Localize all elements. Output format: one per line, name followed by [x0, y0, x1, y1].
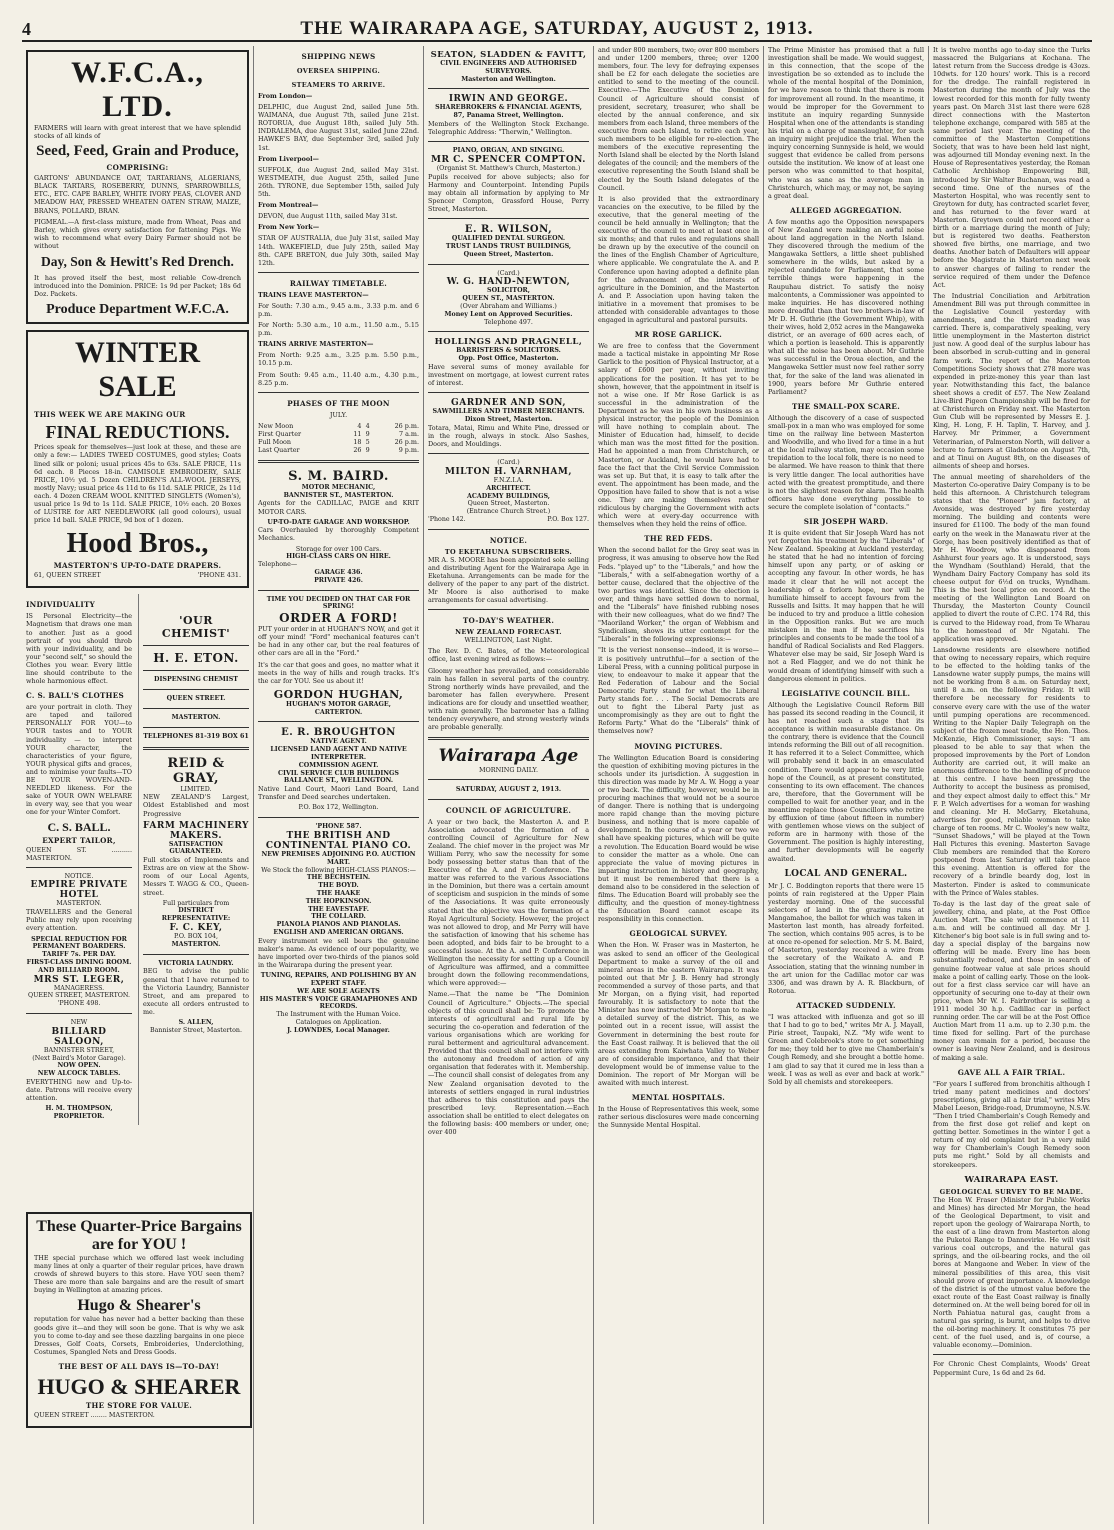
aggregation-head: ALLEGED AGGREGATION.	[790, 205, 902, 215]
wfca-drench-note: It has proved itself the best, most reliable Cow-drench introduced into the Dominion. PRICE: 1s 9d per Packet; 18s 6d Doz. Packets.	[34, 274, 241, 299]
varnham-addr: Queen Street, Masterton.	[467, 500, 550, 508]
local-general-body: Mr J. C. Boddington reports that there were 15 points of rain registered at the Upper Plain yesterday morning. One of the successful selectors of land in the grazing runs at Mangamahoe, the ballot for which was taken in Masterton last month, has already forfeited. The section, which contains 905 acres, is to be at once re-opened for selection. Mr S. M. Baird, of Masterton, yesterday received a wire from the secretary of the Waikato A. and P. Association, stating that the winning number in the art union for the Cadillac motor car was 3306, and was drawn by A. R. Blackburn, of Rotorua.	[768, 881, 924, 995]
from-london: From London—	[258, 92, 313, 100]
hollings-sub: BARRISTERS & SOLICITORS.	[456, 347, 561, 355]
seaton-advert	[428, 50, 589, 83]
gardner-name: GARDNER AND SON,	[451, 398, 566, 409]
from-liverpool: From Liverpool—	[258, 154, 319, 163]
varnham-ent: (Entrance Church Street.)	[466, 508, 551, 516]
baird-agents: Agents for the CADILLAC, PAIGE and KRIT MOTOR CARS.	[258, 499, 419, 516]
london-list: DELPHIC, due August 2nd, sailed June 5th. WAIMANA, due August 7th, sailed June 21st. ROTORUA, due August 18th, sailed July 5th. INDRALEMA, due August 31st, sailed June 22nd. HAWKE'S BAY, due September 3rd, sailed July 1st.	[258, 103, 419, 152]
bargains-addr: QUEEN STREET ........ MASTERTON.	[34, 1410, 155, 1419]
wfca-intro: FARMERS will learn with great interest that we have splendid stocks of all kinds of	[34, 124, 241, 141]
gardner-body: Totara, Matai, Rimu and White Pine, dressed or in the rough, always in stock. Also Sashes, Doors, and Mouldings.	[428, 423, 589, 449]
chemist-owner: H. E. ETON.	[153, 651, 239, 666]
ny-list: STAR OF AUSTRALIA, due July 31st, sailed May 14th. WAKEFIELD, due July 25th, sailed May 8th. CAPE BRETON, due July 30th, sailed May 12th.	[258, 234, 419, 267]
ward-head: SIR JOSEPH WARD.	[803, 516, 889, 526]
gardner-sub: SAWMILLERS AND TIMBER MERCHANTS.	[432, 408, 585, 416]
varnham-phone: 'Phone 142.	[428, 515, 466, 523]
bargains-body: THE special purchase which we offered last week including many lines at only a quarter of their regular prices, have drawn crowds of shrewd buyers to this store. Have YOU seen them? These are more than sale bargains and are the result of smart buying in Wellington at amazing prices.	[34, 1254, 244, 1295]
wfca-pigmeal: PIGMEAL.—A first-class mixture, made from Wheat, Peas and Barley, which gives every satisfaction for fattening Pigs. We wish to recommend what every Dairy Farmer should not be without	[34, 217, 241, 250]
saloon-new: NEW	[70, 1018, 88, 1026]
overseas-head: OVERSEA SHIPPING.	[296, 67, 381, 75]
hand-card: (Card.)	[497, 269, 520, 277]
geo-head: GEOLOGICAL SURVEY.	[629, 929, 728, 939]
council-bill-head: LEGISLATIVE COUNCIL BILL.	[781, 688, 911, 698]
saloon-tables: NEW ALCOCK TABLES.	[37, 1070, 121, 1078]
moon-cell: 9	[365, 445, 370, 454]
varnham-build: ACADEMY BUILDINGS,	[467, 492, 550, 500]
wilson-advert	[428, 224, 589, 258]
ford-body: PUT your order in at HUGHAN'S NOW, and get it off your mind! "Ford" mechanical features can't be had in any other car, but the real features of other cars are all in the "Ford."	[258, 625, 419, 658]
chemist-phones: TELEPHONES 81-319 BOX 61	[143, 732, 249, 740]
empire-notice: NOTICE.	[64, 872, 94, 880]
moon-cell: 7 a.m.	[398, 429, 419, 438]
weather-body2: Gloomy weather has prevailed, and considerable rain has fallen in several parts of the country. Strong northerly winds have prevailed, and the barometer has fallen everywhere. Present indications are for cloudy and unsettled weather, with rain generally. The barometer has a falling tendency everywhere, and strong westerly winds are probable generally.	[428, 666, 589, 732]
bargains-rep: reputation for value has never had a better backing than these goods give it—and they will soon be gone. That is why we ask you to come to-day and see these dazzling bargains in one piece Dresses, Golf Coats, Corsets, Embroideries, Underclothing, Costumes, Spangled Nets and Dress Goods.	[34, 1315, 244, 1356]
column-local	[929, 46, 1094, 1524]
for-north: For North: 5.30 a.m., 10 a.m., 11.50 a.m., 5.15 p.m.	[258, 321, 419, 338]
piano-guarantee: Every instrument we sell bears the genuine maker's name. As evidence of our popularity, we have imported over two-thirds of the pianos sold in the Wairarapa during the present year.	[258, 936, 419, 970]
column-editorial	[594, 46, 764, 1524]
hollings-body: Have several sums of money available for investment on mortgage, at lowest current rates of interest.	[428, 363, 589, 388]
moon-cell: 18	[353, 437, 362, 446]
ball-body: are your portrait in cloth. They are taped and tailored PERSONALLY FOR YOU—to YOUR tastes and to YOUR individuality — to interpret YOUR character, the characteristics of your figure, YOUR physical gifts and graces, and to minimise your faults—TO BE YOUR WOVEN-AND-NEEDLED likeness. For the sake of YOUR OWN WELFARE in every way, see that you wear one for your Winter Comfort.	[26, 703, 132, 817]
local-items-4: Lansdowne residents are elsewhere notified that owing to necessary repairs, which require to be effected to the holding tanks of the Lansdowne water supply pumps, the mains will not be working from 8 a.m. on Saturday next, until 8 a.m. on the following Friday. It will therefore be necessary for residents to conserve every care with the use of the water until pumping operations are recommenced. Writing to the Napier Daily Telegraph on the subject of the frozen meat trade, the Hon. Thos. McKenzie, High Commissioner, says: "I am pleased to be able to say that when the proposed improvements by the Port of London Authority are carried out, it will make an enormous difference to the handling of produce at this centre. I have been pressing the Authority to accept the business as promised, and they expect almost daily to effect this." Mr F. P. Welch advertises for a woman for washing and cleaning. Mr H. McGarry, Eketahuna, advertises for good, reliable woman to take charge of ten rooms. Mr C. Wooley's new waltz, "Sunset Shadows," will be played at the Town Hall Pictures this evening. Masterton Savage Club members are reminded that the Korero postponed from last Saturday will take place this evening. Attention is offered for the recovery of a brindle beardy dog, lost in Masterton. Finder is asked to communicate with the Prince of Wales stables.	[933, 645, 1090, 897]
reid-rep: DISTRICT REPRESENTATIVE:	[161, 907, 231, 923]
piano-human: The Instrument with the Human Voice.	[276, 1011, 401, 1019]
bargains-firm: Hugo & Shearer's	[77, 1297, 201, 1315]
smallpox-head: THE SMALL-POX SCARE.	[792, 401, 900, 411]
broughton-civil: CIVIL SERVICE CLUB BUILDINGS	[278, 769, 399, 777]
piano-list-item: THE COLLARD.	[311, 913, 366, 921]
piano-list-item: THE BECHSTEIN.	[306, 874, 371, 882]
from-south: From South: 9.45 a.m., 11.40 a.m., 4.30 p.m., 8.25 p.m.	[258, 370, 419, 387]
winter-body: Prices speak for themselves—just look at these, and these are only a few:— LADIES TWEED COSTUMES, good styles; Coats lined silk or poloni; usual prices 45s to 63s. SALE PRICE, 11s 6d each. 8 Pieces 18-in. CAMISOLE EMBROIDERY, SALE PRICE, 10½ yd. 5 Dozen CHILDREN'S ALL-WOOL JERSEYS, mostly Navy; usual price 4s 11d to 6s 11d. SALE PRICE, 2s 11d each. 4 Dozen CREAM WOOL KNITTED SINGLETS (Women's), usual price 1s 9d to 1s 11d. SALE PRICE, 10½ each. 20 Boxes of LUSTRE for ART NEEDLEWORK (all good colours), usual price 1d ball. SALE PRICE, 9d box of 1 dozen.	[34, 443, 241, 525]
irwin-addr: 87, Panama Street, Wellington.	[453, 112, 564, 120]
hughan-sub: HUGHAN'S MOTOR GARAGE,	[286, 700, 391, 708]
page-header	[22, 18, 1092, 42]
piano-advert	[258, 823, 419, 1034]
newspaper-title: THE WAIRARAPA AGE, SATURDAY, AUGUST 2, 1913.	[300, 18, 814, 39]
moon-row	[258, 446, 419, 454]
saloon-body: EVERYTHING new and Up-to-date. Patrons will receive every attention.	[26, 1077, 132, 1103]
moon-cell: Full Moon	[258, 437, 292, 446]
baird-hire: HIGH-CLASS CARS ON HIRE.	[286, 553, 391, 561]
baird-storage: Storage for over 100 Cars.	[295, 545, 382, 553]
masthead-date: SATURDAY, AUGUST 2, 1913.	[455, 785, 562, 794]
hugo-shearer-advert	[26, 1212, 252, 1428]
moon-cell: 11	[353, 429, 362, 438]
council-cont: and under 800 members, two; over 800 members and under 1200 members, three; over 1200 members, four. The levy for defraying expenses shall be £2 for each delegate the societies are entitled to send to the meeting of the council. Executive.—The Executive of the Dominion Council of Agriculture should consist of president, secretary, treasurer, who shall be elected by the annual conference, and six members from each Island, three members of the executive from each Island, to retire each year, such members to be eligible for re-election. The members of the executive representing the North Island shall be elected by the North Island delegates of the council; and the members of the executive representing the South Island shall be elected by the South Island delegates of the Council.	[598, 46, 759, 192]
steamers-head: STEAMERS TO ARRIVE.	[291, 81, 386, 89]
broughton-advert	[258, 727, 419, 812]
bargains-big: HUGO & SHEARER	[37, 1373, 241, 1399]
laundry-head: VICTORIA LAUNDRY.	[158, 959, 234, 967]
moon-cell: Last Quarter	[258, 445, 300, 454]
seaton-town: Masterton and Wellington.	[461, 75, 556, 83]
broughton-ballance: BALLANCE ST., WELLINGTON.	[283, 777, 394, 785]
ford-time: TIME YOU DECIDED ON THAT CAR FOR SPRING!	[266, 595, 411, 611]
council-body: A year or two back, the Masterton A. and P. Association advocated the formation of a controlling Council of Agriculture for New Zealand. The chief mover in the project was Mr William Perry, who saw the necessity for some body possessing better status than that of the Executive of the A. and P. Conference. The matter was referred to the various Associations in the Dominion, but there was a certain amount of scepticism and suspicion in the minds of some of the Associations. It was quite erroneously stated that the objective was the formation of a Royal Agricultural Society. However, the project was not allowed to drop, and Mr Perry will have the satisfaction of knowing that his scheme has been adopted, and bids fair to be brought to a successful issue. At the A. and P. Conference in Wellington the necessity for setting up a Council of Agriculture was affirmed, and a committee brought down the following recommendations, which were approved:—	[428, 817, 589, 988]
moon-cell: 4	[365, 421, 370, 430]
bargains-title: These Quarter-Price Bargains are for YOU !	[36, 1218, 242, 1253]
hollings-name: HOLLINGS AND PRAGNELL,	[434, 337, 583, 348]
saloon-name: BILLIARD SALOON,	[51, 1026, 107, 1047]
broughton-commission: COMMISSION AGENT.	[298, 761, 379, 769]
wilson-build: TRUST LANDS TRUST BUILDINGS,	[445, 243, 572, 251]
railway-head: RAILWAY TIMETABLE.	[289, 278, 388, 288]
irwin-body: Members of the Wellington Stock Exchange. Telegraphic Address: "Therwin," Wellington.	[428, 119, 589, 137]
varnham-fnzia: F.N.Z.I.A.	[493, 476, 524, 484]
winter-week: THIS WEEK WE ARE MAKING OUR	[34, 410, 186, 420]
piano-list-item: ENGLISH AND AMERICAN ORGANS.	[273, 928, 404, 936]
irwin-sub: SHAREBROKERS & FINANCIAL AGENTS,	[435, 104, 582, 112]
winter-sale-advert	[26, 330, 249, 588]
column-news	[764, 46, 929, 1524]
wilson-addr: Queen Street, Masterton.	[463, 250, 554, 258]
hand-sub: SOLICITOR,	[487, 287, 530, 295]
laundry-body: BEG to advise the public general that I have returned to the Victoria Laundry, Bannister Street, and am prepared to execute all orders entrusted to me.	[143, 967, 249, 1016]
empire-town: MASTERTON.	[56, 900, 102, 908]
piano-premises: NEW PREMISES ADJOINING P.O. AUCTION MART.	[261, 850, 416, 866]
fair-trial-head: GAVE ALL A FAIR TRIAL.	[957, 1067, 1066, 1077]
attacked-body: "I was attacked with influenza and got so ill that I had to go to bed," writes Mr A. J. Mayall, Pirie street, Taupaki, N.Z. "My wife went to Green and Colebrook's store to get something for me; they told her to give me Chamberlain's Cough Remedy, and she brought a bottle home. I am glad to say that it cured me in less than a week. I was as well as ever and back at work." Sold by all chemists and storekeepers.	[768, 1012, 924, 1086]
fair-trial-body: "For years I suffered from bronchitis although I tried many patent medicines and doctors' prescriptions, giving all a fair trial," writes Mrs Mabel Leeson, Bridge-road, Drummoyne, N.S.W. "Then I tried Chamberlain's Cough Remedy and from the first dose got relief and kept on getting better. Sometimes in the winter I get a return of my old complaint but in a very mild way for Chamberlain's Cough Remedy soon puts me right." Sold by all chemists and storekeepers.	[933, 1079, 1090, 1169]
moon-head: PHASES OF THE MOON	[287, 398, 390, 408]
billiard-saloon-advert	[26, 1019, 132, 1121]
smallpox-body: Although the discovery of a case of suspected small-pox in a man who was employed for some time on the railway line between Masterton and Woodville, and who lived for a time in a hut at the local railway station, may occasion some trepidation to the local folk, there is no need to be alarmed. We have reason to think that there is very little danger. The local authorities have acted with the greatest promptitude, and there is not the slightest reason for alarm. The health officers have done everything possible to secure the complete isolation of "contacts."	[768, 413, 924, 511]
piano-hmv: HIS MASTER'S VOICE GRAMAPHONES AND RECORDS.	[259, 995, 418, 1011]
chronic-ad: For Chronic Chest Complaints, Woods' Great Peppermint Cure, 1s 6d and 2s 6d.	[933, 1360, 1090, 1377]
council-body2: Name.—That the name be "The Dominion Council of Agriculture." Objects.—The special objects of this council shall be: To promote the interests of agricultural and rural life by securing the co-operation and federation of the various organisations which are working for rural betterment and agricultural advancement. Provided that this council shall not interfere with the autonomy and freedom of action of any organisation that federates with it. Membership.—The council shall consist of delegates from any New Zealand organisation devoted to the interests of settlers engaged in rural industries that adheres to this constitution and pays the prescribed levy. Representation.—Each association shall be entitled to elect delegates on the following basis: 400 members or under, one; over 400	[428, 990, 589, 1137]
broughton-licensed: LICENSED LAND AGENT AND NATIVE INTERPRETER.	[270, 746, 407, 761]
column-professional	[424, 46, 594, 1524]
chemist-street: QUEEN STREET.	[166, 695, 226, 703]
moon-cell: First Quarter	[258, 429, 302, 438]
from-ny: From New York—	[258, 223, 320, 232]
piano-list-item: THE HOPKINSON.	[305, 897, 372, 905]
varnham-po: P.O. Box 127.	[547, 515, 589, 523]
moon-cell: 4	[357, 421, 362, 430]
saloon-addr: BANNISTER STREET,	[43, 1046, 115, 1054]
baird-garage: UP-TO-DATE GARAGE AND WORKSHOP.	[267, 518, 410, 526]
local-items-2: The Industrial Conciliation and Arbitration Amendment Bill was put through committee in the Legislative Council yesterday with amendments, and the third reading was carried. There is, comparatively speaking, very little unemployment in the Masterton district just now. A good deal of the surplus labour has been absorbed in scrub-cutting and in general farm work. The report of the Masterton Competitions Society shows that 278 more was expended in prize-money this year than last year. Notwithstanding this fact, the balance sheet shows a credit of £57. The New Zealand Live-Bird Pigeon Championship will be fired for at Christchurch on Friday next. The Masterton Gun Club will be represented by Messrs E. J. King, H. Long, F. H. Taplin, T. Harvey, and J. Harvey. Mr Primmer, a Government Veterinarian, of Palmerston North, will deliver a lecture to farmers at Gladstone on August 7th, and at Tinui on August 8th, on the diseases of ailments of sheep and horses.	[933, 291, 1090, 470]
broughton-sub: NATIVE AGENT.	[310, 738, 367, 746]
seaton-sub: CIVIL ENGINEERS AND AUTHORISED SURVEYORS.	[440, 60, 577, 75]
ford-advert	[258, 596, 419, 717]
local-items-3: The annual meeting of shareholders of the Masterton Co-operative Dairy Company is to be held this afternoon. A Christchurch telegram states that the "Pioneer" jam factory, at Avonside, was destroyed by fire yesterday morning. The building and contents were insured for £1100. The body of the man found early on the week in the Manawatu river at the Gorge, has been positively identified as that of Mr H. Woodrow, who disappeared from Ashhurst four years ago. It is understood, says the Wyndham (Southland) Herald, that the Wyndham Dairy Factory Company has sold its cheese output for 6½d on trucks, Wyndham. This is the best local price on record. At the meeting of the Wellington Land Board on Thursday, the Masterton County Council applied to divert the route of C.P.C. 174 Rd, this is curved to the Hideway road, from Te Wharau to the homestead of Mr Ngatahi. The application was approved.	[933, 472, 1090, 643]
masthead-sub: MORNING DAILY.	[479, 766, 538, 775]
from-montreal: From Montreal—	[258, 201, 319, 210]
hand-name: W. G. HAND-NEWTON,	[446, 277, 571, 288]
spencer-name: MR C. SPENCER COMPTON.	[431, 154, 586, 165]
from-north: From North: 9.25 a.m., 3.25 p.m. 5.50 p.m., 10.15 p.m.	[258, 351, 419, 368]
council-bill-body: Although the Legislative Council Reform Bill has passed its second reading in the Council, it has not reached such a stage that its acceptance is within measurable distance. On the contrary, there is evidence that the Council intends reforming the Bill out of all recognition. It has referred it to a Select Committee, which will probably send it back in an emasculated condition. There would appear to be very little hope of the Council, as at present constituted, consenting to its own effacement. The chances are, therefore, that the Government will be compelled to wait for another year, and in the meantime replace those Councillors who retire by effluxion of time (about fifteen in number) with gentlemen whose views on the subject of reform are in harmony with those of the Government. The position is highly interesting, and further developments will be eagerly awaited.	[768, 700, 924, 863]
individuality-head: INDIVIDUALITY	[26, 600, 96, 610]
saloon-prop: H. M. THOMPSON, PROPRIETOR.	[45, 1105, 113, 1120]
victoria-laundry-advert	[143, 960, 249, 1035]
saloon-open: NOW OPEN.	[57, 1062, 101, 1070]
laundry-addr: Bannister Street, Masterton.	[150, 1026, 242, 1034]
baird-sub: MOTOR MECHANIC,	[301, 483, 376, 491]
garlick-body: We are free to confess that the Government made a tactical mistake in appointing Mr Rose Garlick to the position of Physical Instructor, at a salary of £600 per year, without inviting applications for the position. It has yet to be shown, however, that the appointment in itself is not a wise one. If Mr Rose Garlick is as successful in the administration of the Department as he was in his own business as a physical instructor, the people of the Dominion will have nothing to complain about. The Minister of Education had, himself, to decide which man was the most fitted for the position. Had he appointed a man from Christchurch, or Masterton, or Auckland, he would have had to face the fact that the Civil Service Commission was set up. But that, it is easy to talk after the event. The appointment has been made, and the Opposition have failed to show that is not a wise one. They are making themselves rather ridiculous by charging the Government with acts which were at every-day occurrence with themselves when they held the reins of office.	[598, 342, 759, 529]
broughton-name: E. R. BROUGHTON	[281, 727, 396, 739]
liverpool-list: SUFFOLK, due August 2nd, sailed May 31st. WESTMEATH, due August 25th, sailed June 26th. TYRONE, due September 15th, sailed July 5th.	[258, 165, 419, 199]
local-items: It is twelve months ago to-day since the Turks massacred the Bulgarians at Kochana. The latest return from the Success dredge is 43ozs. 10dwts. for 120 hours' work. This is a record for the dredge. The rainfall registered in Masterton during the month of July was the lowest recorded for this month for fully twenty years past. On March 31st last there were 628 direct connections with the Masterton telephone exchange, compared with 585 at the same period last year. The meeting of the committee of the Masterton Competitions Society, that was to have been held last night, was adjourned till Monday evening next. In the House of Representatives yesterday, the Roman Catholic Archbishop Empowering Bill, introduced by Sir Walter Buchanan, was read a second time. One of the nurses of the Masterton Hospital, who was recently sent to Greytown for duty, has contracted scarlet fever, and has returned to the fever ward at Masterton. Greytown could not record either a birth or a marriage during the month of July; but is registered two deaths. Featherston showed five births, one marriage, and two deaths. Another batch of Defaulters will appear before the Magistrate in Masterton next week to answer charges of failing to render the service required of them under the Defence Act.	[933, 46, 1090, 289]
hughan-name: GORDON HUGHAN,	[273, 687, 404, 701]
column-1	[22, 46, 254, 1524]
reid-body: NEW ZEALAND'S Largest, Oldest Established and most Progressive	[143, 793, 249, 818]
reid-particulars: Full particulars from	[162, 899, 230, 907]
reid-town: MASTERTON.	[171, 940, 221, 948]
shipping-head: SHIPPING NEWS	[301, 52, 376, 61]
empire-body: TRAVELLERS and the General Public may rely upon receiving every attention.	[26, 908, 132, 933]
varnham-advert	[428, 459, 589, 524]
empire-phone: 'PHONE 498.	[57, 1000, 101, 1008]
chemist-name: 'OUR CHEMIST'	[161, 614, 231, 641]
reid-name: REID & GRAY,	[167, 755, 225, 786]
red-feds-head: THE RED FEDS.	[644, 534, 713, 544]
reid-limited: LIMITED.	[180, 785, 212, 793]
wfca-comprising: COMPRISING:	[106, 163, 169, 173]
empire-owner-sub: MANAGERESS.	[53, 984, 105, 992]
varnham-card: (Card.)	[497, 459, 520, 467]
wfca-seed: Seed, Feed, Grain and Produce,	[36, 143, 239, 160]
mental-cont: The Prime Minister has promised that a full investigation shall be made. We would suggest, in this connection, that the scope of the investigation be so extended as to include the whole of the mental hospital of the Dominion, for we have reason to think that there is room for improvement all round. In the meantime, it would be improper for the Government to institute an inquiry regarding Sunnyside Hospital when one of the attendants is standing his trial on a charge of manslaughter, for such an inquiry might prejudice the trial. When the inquiry concerning Sunnyside is held, we would suggest that evidence be called from persons outside the institution. We know of at least one person who was committed to that hospital, who was as sane as the average man in Christchurch, which may, or may not, be saying a great deal.	[768, 46, 924, 200]
spencer-piano: PIANO, ORGAN, AND SINGING.	[452, 147, 565, 155]
masthead: Wairarapa Age	[438, 746, 579, 767]
hollings-opp: Opp. Post Office, Masterton.	[458, 355, 559, 363]
hand-over: (Over Abraham and Williams.)	[460, 303, 557, 311]
empire-hotel-advert	[26, 873, 132, 1008]
moon-cell: 26 p.m.	[394, 421, 419, 430]
reid-stock: Full stocks of Implements and Extras are on view at the Show-room of our Local Agents, Messrs T. WAGG & CO., Queen-street.	[143, 856, 249, 897]
gardner-advert	[428, 398, 589, 448]
wilson-sub: QUALIFIED DENTAL SURGEON.	[451, 235, 566, 243]
baird-tel: Telephone—	[258, 561, 298, 569]
reid-farm: FARM MACHINERY MAKERS.	[143, 820, 249, 841]
hand-money: Money Lent on Approved Securities.	[444, 310, 573, 318]
ball-head: C. S. BALL'S CLOTHES	[26, 691, 125, 701]
red-feds-body2: "It is the veriest nonsense—indeed, it is worse—it is positively untruthful—for a section of the Liberal Press, with a cunning political purpose in view, to endeavour to make it appear that the Red Federation of Labour and the Social Democratic Party stand for what the Liberal Party stands for. . . . The Social Democrats are out to fight the Liberal Party just as uncompromisingly as they are out to fight the Reform Party." What do the "Liberals" think of themselves now?	[598, 646, 759, 736]
piano-phone: 'PHONE 587.	[315, 823, 362, 831]
piano-list	[258, 874, 419, 936]
wfca-list: GARTONS' ABUNDANCE OAT, TARTARIANS, ALGERIANS, BLACK TARTARS, ROSEBERRY, DUNNS, SPARROWBILLS, ETC., ETC. CAPE BARLEY, WHITE IVORY PEAS, CLOVER AND MEADOW HAY, PRESSED WHEATEN OATEN STRAW, MAIZE, BRANS, POLLARD, BRAN.	[34, 174, 241, 215]
chemist-sub: DISPENSING CHEMIST	[154, 676, 238, 684]
spencer-body: Pupils received for above subjects; also for Harmony and Counterpoint. Intending Pupils may obtain all information by applying to Mr Spencer Compton, Grassford House, Perry Street, Masterton.	[428, 172, 589, 214]
baird-name: S. M. BAIRD.	[288, 468, 389, 484]
eketahuna-body: MR A. S. MOORE has been appointed sole selling and distributing Agent for the Wairarapa Age in Eketahuna. Arrangements can be made for the delivery of the paper to any part of the district. Mr Moore is also authorised to make arrangements for casual advertising.	[428, 555, 589, 605]
council-cont2: It is also provided that the extraordinary vacancies on the executive, to be filled by the executive, that the general meeting of the council be held annually in Wellington; that the executive of the council to meet at least once in six months; and that rules and regulations shall be drawn up by the executive of the council on the lines of the English Chamber of Agriculture, where applicable. We congratulate the A. and P. Conference upon having adopted a definite plan for the advancement of the interests of agriculture in the Dominion, and the Masterton A. and P. Association upon having taken the initiative in a movement that promises to be attended with considerable advantages to those engaged in agricultural and pastoral pursuits.	[598, 194, 759, 325]
reid-sat: SATISFACTION GUARANTEED.	[168, 840, 224, 856]
spencer-advert	[428, 147, 589, 213]
hood-bros-address: 61, QUEEN STREET	[34, 571, 101, 580]
chemist-town: MASTERTON.	[171, 713, 221, 721]
wairarapa-east-sub: GEOLOGICAL SURVEY TO BE MADE.	[939, 1187, 1084, 1196]
eketahuna-notice-head: NOTICE.	[489, 535, 528, 545]
trains-arrive: TRAINS ARRIVE MASTERTON—	[258, 340, 374, 349]
gardner-addr: Dixon Street, Masterton.	[464, 416, 553, 424]
broughton-body: Native Land Court, Maori Land Board, Land Transfer and Deed searches undertaken.	[258, 785, 419, 802]
ford-body2: It's the car that goes and goes, no matter what it meets in the way of hills and rough tracks. It's the car for YOU. See us about it!	[258, 660, 419, 685]
wfca-advert	[26, 50, 249, 324]
trains-leave: TRAINS LEAVE MASTERTON—	[258, 290, 369, 299]
wfca-title: W.F.C.A., LTD.	[71, 56, 204, 123]
wilson-name: E. R. WILSON,	[464, 224, 553, 236]
ford-order: ORDER A FORD!	[279, 611, 398, 626]
winter-final: FINAL REDUCTIONS.	[45, 422, 230, 443]
broughton-box: P.O. Box 172, Wellington.	[298, 804, 379, 812]
for-south: For South: 7.30 a.m., 9.45 a.m., 3.33 p.m. and 6 p.m.	[258, 301, 419, 318]
mental-head: MENTAL HOSPITALS.	[631, 1093, 726, 1103]
piano-list-item: THE HAAKE	[316, 889, 361, 897]
moon-cell: 26 p.m.	[394, 437, 419, 446]
piano-cat: Catalogues on Application.	[295, 1018, 382, 1026]
laundry-name: S. ALLEN,	[178, 1019, 214, 1027]
council-head: COUNCIL OF AGRICULTURE.	[445, 805, 572, 815]
piano-name: THE BRITISH AND CONTINENTAL PIANO CO.	[265, 830, 412, 851]
hand-newton-advert	[428, 270, 589, 327]
varnham-name: MILTON H. VARNHAM,	[445, 466, 572, 477]
baird-street: BANNISTER ST., MASTERTON.	[283, 491, 394, 499]
moon-row	[258, 430, 419, 438]
wairarapa-east-head: WAIRARAPA EAST.	[964, 1174, 1059, 1185]
winter-sale-title: WINTER SALE	[74, 336, 201, 404]
spencer-sub: (Organist St. Matthew's Church, Masterton.)	[436, 164, 581, 172]
empire-special: SPECIAL REDUCTION FOR PERMANENT BOARDERS.	[31, 935, 127, 951]
seaton-name: SEATON, SLADDEN & FAVITT,	[430, 50, 587, 60]
wairarapa-east-body: The Hon W. Fraser (Minister for Public Works and Mines) has directed Mr Morgan, the head of the Geological Department, to visit and report upon the geology of Wairarapa North, to the east of a line drawn from Masterton along the Puketoi Range to Dannevirke. He will visit various coal outcrops, and the natural gas springs, and the oil-bearing rocks, and the oil bores at Mangaone and Weber. In view of the mineral possibilities of this area, this visit should prove of great importance. A knowledge of the district is of the utmost value before the exact route of the East Coast railway is finally determined on. At the well being bored for oil in North Pahiatua natural gas, caught from a natural gas spring, is burnt, and helps to drive the oil-boring machinery. It constitutes 75 per cent. of the fuel used, and is, of course, a valuable economy.—Dominion.	[933, 1195, 1090, 1350]
geo-body: When the Hon. W. Fraser was in Masterton, he was asked to send an officer of the Geological Department to make a survey of the oil and mineral areas in the eastern Wairarapa. It was pointed out that Mr J. B. Henry had strongly recommended a survey of those parts, and that Mr Morgan, on a flying visit, had reported favourably. It is satisfactory to note that the Minister has now instructed Mr Morgan to make a detailed survey of the district. This, as we pointed out in a recent issue, will assist the Government in determining the best route for the East Coast railway. It is believed that the oil areas extending from Kaiwhata Valley to Weber are of considerable importance, and that their development would be of immense value to the Dominion. The report of Mr Morgan will be awaited with much interest.	[598, 941, 759, 1088]
moon-cell: 9	[365, 429, 370, 438]
empire-name: EMPIRE PRIVATE HOTEL	[30, 880, 128, 901]
hughan-town: CARTERTON.	[314, 708, 363, 716]
ball-sub: EXPERT TAILOR,	[42, 835, 116, 845]
garlick-head: MR ROSE GARLICK.	[634, 330, 723, 340]
irwin-name: IRWIN AND GEORGE.	[448, 94, 569, 105]
moon-row	[258, 438, 419, 446]
hollings-advert	[428, 337, 589, 387]
bargains-store: THE STORE FOR VALUE.	[85, 1400, 193, 1410]
reid-gray-advert	[143, 756, 249, 949]
ward-body: It is quite evident that Sir Joseph Ward has not yet forgotten his treatment by the "Liberals" of New Zealand. Speaking at Auckland yesterday, he stated that he had no intention of forcing himself upon any party, or of asking or accepting any favour. In other words, he has made it clear that he will not accept the leadership of a forlorn hope, nor will he humiliate himself to accept favours from the Russells and Isitts. It may happen that he will be induced to try and produce a little cohesion in the Opposition ranks. But we are much mistaken in the man if he sacrifices his principles and consents to be made the tool of a handful of Radical Socialists and Red Flaggers. Whatever else may be said, Sir Joseph Ward is not a Red Flagger, and we do not think he would dream of identifying himself with such a dangerous element in politics.	[768, 528, 924, 683]
reid-box: P.O. BOX 104,	[173, 933, 219, 941]
empire-owner: MRS ST. LEGER,	[33, 974, 125, 985]
baird-overhaul: Cars Overhauled by thoroughly Competent Mechanics.	[258, 526, 419, 543]
page-number: 4	[22, 18, 31, 39]
mental-body: In the House of Representatives this week, some rather serious disclosures were made concerning the Sunnyside Mental Hospital.	[598, 1105, 759, 1130]
moon-month: JULY.	[329, 410, 348, 419]
weather-sub: NEW ZEALAND FORECAST.	[455, 628, 562, 637]
column-shipping	[254, 46, 424, 1524]
movies-body: The Wellington Education Board is considering the question of exhibiting moving pictures in the schools under its jurisdiction. A suggestion in this direction was made by Mr A. W. Hogg a year or two back. The difficulty, however, would be in procuring machines that would not be a source of danger. There is nothing that is undergoing more rapid change than the moving picture business, and nothing that is more capable of development. In the course of a year or two we shall have speaking pictures, which will be quite a revolution. The Education Board would be wise to consider the matter as a whole. One can appreciate the value of moving pictures in imparting instruction in history and geography, but it must be remembered that there is a demand also to be considered in the selection of films. The Education Board will probably see the difficulty, and the question of money-tightness the Education Board cannot escape its responsibility in this connection.	[598, 753, 759, 924]
movies-head: MOVING PICTURES.	[634, 741, 723, 751]
hand-tel: Telephone 497.	[484, 318, 533, 326]
moon-cell: 26	[353, 445, 362, 454]
wfca-drench: Day, Son & Hewitt's Red Drench.	[41, 254, 234, 270]
saloon-sub: (Next Baird's Motor Garage).	[32, 1054, 126, 1062]
empire-billiard: AND BILLIARD ROOM.	[38, 966, 120, 974]
hood-bros-phone: 'PHONE 431.	[197, 571, 241, 580]
piano-manager: J. LOWNDES, Local Manager.	[287, 1026, 390, 1034]
red-feds-body: When the second ballot for the Grey seat was in progress, it was amusing to observe how the Red Feds. "played up" to the "Liberals," and how the "Liberals," with a self-abnegation worthy of a better cause, declared that the objective of the two parties was identical. Since the election is over, and things have settled down to normal, and the "Liberals" have finished rubbing noses with their new colleagues, what do we find? The "Maoriland Worker," the organ of Webbism and Syndicalism, shows its utter contempt for the "Liberals" in the following expressions:—	[598, 546, 759, 644]
ball-name: C. S. BALL.	[47, 819, 111, 834]
piano-list-item: THE EAVESTAFF.	[308, 905, 369, 913]
ball-addr: QUEEN ST. .......... MASTERTON.	[26, 845, 132, 862]
our-chemist-advert	[143, 614, 249, 740]
local-items-5: To-day is the last day of the great sale of jewellery, china, and plate, at the Post Office Auction Mart. The sale will commence at 11 a.m. and will be continued all day. Mr J. Kitchener's big boot sale is in full swing and to-day a special display of the bargains now offering will be made. Every line has been substantially reduced, and those in search of genuine footwear value at sale prices should make a point of calling early. Those on the look-out for a first class service car will have an opportunity of securing one to-day at their own price, when Mr W. I. Fairbrother is selling a 1911 model 30 h.p. Cadillac car in perfect running order. The car will be at the Post Office Auction Mart from 11 a.m. up to 2.30 p.m. the time fixed for selling. Part of the purchase money can remain for a period, because the owner is leaving New Zealand, and is desirous of making a sale.	[933, 899, 1090, 1062]
baird-advert	[258, 469, 419, 585]
individuality-body: IS Personal Electricity—the Magnetism that draws one man to another. Just as a good portrait of you should throb with your individuality, and be your "second self," so should the Clothes you wear. Every little line should contribute to the whole harmonious effect.	[26, 612, 132, 686]
piano-tuning: TUNING, REPAIRS, AND POLISHING BY AN EXPERT STAFF.	[260, 972, 417, 987]
eketahuna-sub: TO EKETAHUNA SUBSCRIBERS.	[444, 547, 573, 556]
baird-garage-no: GARAGE 436.	[314, 568, 363, 576]
bargains-best: THE BEST OF ALL DAYS IS—TO-DAY!	[58, 1361, 220, 1371]
piano-list-item: PIANOLA PIANOS AND PIANOLAS.	[276, 921, 401, 929]
weather-dateline: WELLINGTON, Last Night.	[464, 636, 553, 645]
attacked-head: ATTACKED SUDDENLY.	[796, 1000, 896, 1010]
moon-row	[258, 422, 419, 430]
hand-addr: QUEEN ST., MASTERTON.	[462, 295, 555, 303]
empire-tariff: TARIFF 7s. PER DAY.	[42, 951, 116, 959]
moon-cell: New Moon	[258, 421, 294, 430]
moon-table	[258, 422, 419, 454]
piano-list-item: THE BOYD.	[318, 882, 359, 890]
piano-stock: We Stock the following HIGH-CLASS PIANOS:—	[261, 866, 416, 874]
baird-private: PRIVATE 426.	[314, 576, 363, 584]
empire-addr: QUEEN STREET, MASTERTON.	[27, 992, 131, 1000]
moon-cell: 9 p.m.	[398, 445, 419, 454]
weather-head: TO-DAY'S WEATHER.	[462, 616, 555, 626]
reid-repname: F. C. KEY,	[169, 923, 223, 934]
irwin-advert	[428, 94, 589, 136]
aggregation-body: A few months ago the Opposition newspapers of New Zealand were making an awful noise about land aggregation in the North Island. They discovered through the medium of the Mangawaka Settlers, a little sheet published somewhere in the wilds, but asked by a rejected candidate for Parliament, that some terrible things were happening in the Raupuhau district. To satisfy the noisy malcontents, a Commissioner was appointed to make inquiries. He has discovered nothing more dreadful than that two brothers-in-law of Mr D. H. Guthrie (the Government Whip), with their wives, hold 2,052 acres in the Mangaweka district, or an average of 600 acres each, of which a portion is leasehold. This is apparently what all the noise has been about. Mr Guthrie was successful in the Oroua election, and the Mangaweka Settler must now feel rather sorry that, for the sake of the land was alienated in 1900, years before Mr Guthrie entered Parliament?	[768, 217, 924, 396]
hood-bros-sub: MASTERTON'S UP-TO-DATE DRAPERS.	[53, 561, 222, 571]
local-general-head: LOCAL AND GENERAL.	[784, 868, 908, 879]
varnham-sub: ARCHITECT.	[486, 484, 531, 492]
weather-body: The Rev. D. C. Bates, of the Meteorological office, last evening wired as follows:—	[428, 647, 589, 664]
empire-dining: FIRST-CLASS DINING ROOM.	[26, 958, 132, 966]
wfca-dept: Produce Department W.F.C.A.	[46, 302, 229, 318]
moon-cell: 5	[365, 437, 370, 446]
piano-agents: WE ARE SOLE AGENTS	[297, 987, 380, 995]
hood-bros-name: Hood Bros.,	[66, 528, 209, 560]
montreal-list: DEVON, due August 11th, sailed May 31st.	[258, 212, 398, 221]
